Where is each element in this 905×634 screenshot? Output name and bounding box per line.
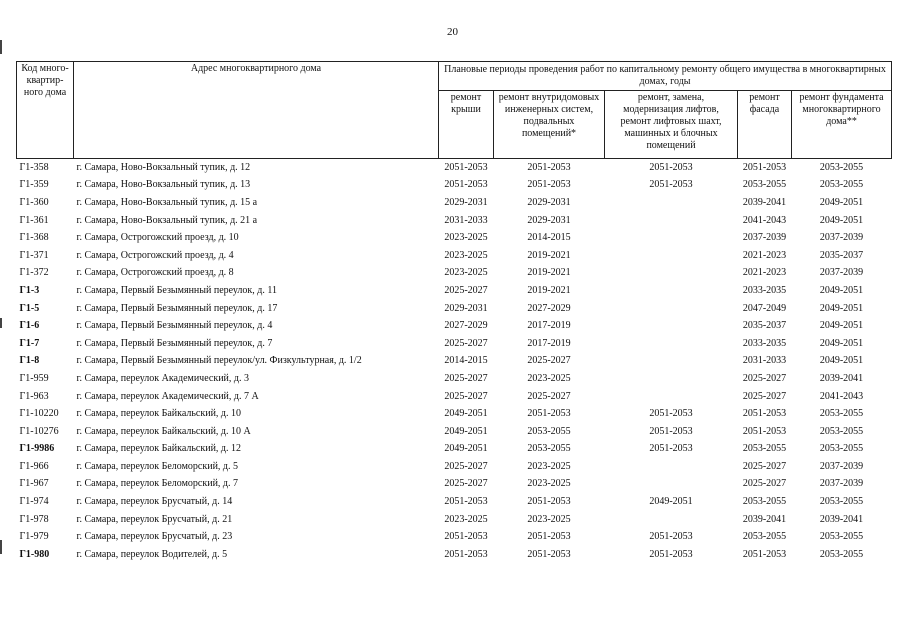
cell-roof: 2023-2025 <box>444 249 488 261</box>
cell-code: Г1-358 <box>19 161 49 173</box>
cell-address: г. Самара, Ново-Вокзальный тупик, д. 13 <box>76 179 251 191</box>
cell-roof: 2025-2027 <box>444 478 488 490</box>
cell-engineering: 2017-2019 <box>527 320 571 332</box>
cell-engineering: 2019-2021 <box>527 284 571 296</box>
cell-elevators <box>605 458 738 476</box>
table-row <box>17 282 892 300</box>
cell-roof: 2023-2025 <box>444 513 488 525</box>
cell-code: Г1-8 <box>19 355 40 367</box>
table-row <box>17 247 892 265</box>
cell-elevators <box>605 300 738 318</box>
cell-address: г. Самара, переулок Байкальский, д. 12 <box>76 443 242 455</box>
cell-foundation: 2035-2037 <box>819 249 864 261</box>
cell-code: Г1-5 <box>19 302 40 314</box>
table-row <box>17 423 892 441</box>
cell-engineering: 2017-2019 <box>527 337 571 349</box>
cell-roof: 2051-2053 <box>444 531 488 543</box>
cell-facade: 2031-2033 <box>742 355 787 367</box>
cell-elevators: 2051-2053 <box>649 161 693 173</box>
cell-roof: 2023-2025 <box>444 267 488 279</box>
cell-address: г. Самара, Острогожский проезд, д. 10 <box>76 232 239 244</box>
cell-foundation: 2049-2051 <box>819 302 864 314</box>
cell-foundation: 2041-2043 <box>819 390 864 402</box>
scan-edge-mark <box>0 40 2 54</box>
cell-foundation: 2049-2051 <box>819 337 864 349</box>
cell-elevators: 2049-2051 <box>649 496 693 508</box>
table-row <box>17 370 892 388</box>
cell-address: г. Самара, Первый Безымянный переулок/ул. Физкультурная, д. 1/2 <box>76 355 362 367</box>
cell-foundation: 2053-2055 <box>819 179 864 191</box>
cell-engineering: 2027-2029 <box>527 302 571 314</box>
cell-roof: 2025-2027 <box>444 337 488 349</box>
table-row <box>17 335 892 353</box>
cell-code: Г1-372 <box>19 267 49 279</box>
cell-facade: 2035-2037 <box>742 320 787 332</box>
cell-address: г. Самара, переулок Брусчатый, д. 23 <box>76 531 233 543</box>
cell-address: г. Самара, переулок Брусчатый, д. 14 <box>76 496 233 508</box>
header-foundation: ремонт фундамента многоквартирного дома** <box>792 90 892 158</box>
cell-engineering: 2014-2015 <box>527 232 571 244</box>
cell-roof: 2029-2031 <box>444 302 488 314</box>
cell-facade: 2053-2055 <box>742 531 787 543</box>
cell-facade: 2051-2053 <box>742 425 787 437</box>
table-row <box>17 229 892 247</box>
page-number: 20 <box>447 26 458 38</box>
cell-address: г. Самара, Острогожский проезд, д. 4 <box>76 249 234 261</box>
table-row <box>17 405 892 423</box>
cell-elevators <box>605 353 738 371</box>
cell-address: г. Самара, Ново-Вокзальный тупик, д. 21 а <box>76 214 258 226</box>
cell-engineering: 2053-2055 <box>527 443 571 455</box>
table-row <box>17 194 892 212</box>
cell-foundation: 2049-2051 <box>819 196 864 208</box>
table-row <box>17 528 892 546</box>
cell-engineering: 2051-2053 <box>527 161 571 173</box>
table-row <box>17 177 892 195</box>
cell-foundation: 2039-2041 <box>819 372 864 384</box>
cell-roof: 2051-2053 <box>444 161 488 173</box>
cell-address: г. Самара, переулок Байкальский, д. 10 <box>76 408 242 420</box>
cell-foundation: 2049-2051 <box>819 284 864 296</box>
cell-elevators: 2051-2053 <box>649 408 693 420</box>
cell-foundation: 2053-2055 <box>819 548 864 560</box>
cell-address: г. Самара, переулок Водителей, д. 5 <box>76 548 228 560</box>
cell-foundation: 2053-2055 <box>819 161 864 173</box>
cell-address: г. Самара, переулок Беломорский, д. 5 <box>76 460 239 472</box>
cell-elevators <box>605 388 738 406</box>
table-row <box>17 511 892 529</box>
cell-foundation: 2049-2051 <box>819 355 864 367</box>
cell-foundation: 2053-2055 <box>819 496 864 508</box>
table-row <box>17 458 892 476</box>
cell-engineering: 2023-2025 <box>527 513 571 525</box>
cell-code: Г1-979 <box>19 531 49 543</box>
cell-engineering: 2051-2053 <box>527 531 571 543</box>
cell-foundation: 2053-2055 <box>819 425 864 437</box>
cell-roof: 2051-2053 <box>444 179 488 191</box>
cell-roof: 2049-2051 <box>444 425 488 437</box>
cell-facade: 2033-2035 <box>742 337 787 349</box>
cell-elevators: 2051-2053 <box>649 443 693 455</box>
table-body <box>17 159 892 564</box>
cell-elevators <box>605 229 738 247</box>
cell-roof: 2051-2053 <box>444 548 488 560</box>
cell-roof: 2025-2027 <box>444 390 488 402</box>
cell-roof: 2025-2027 <box>444 460 488 472</box>
cell-code: Г1-959 <box>19 372 49 384</box>
cell-facade: 2025-2027 <box>742 372 787 384</box>
cell-code: Г1-978 <box>19 513 49 525</box>
cell-code: Г1-980 <box>19 548 50 560</box>
cell-foundation: 2053-2055 <box>819 443 864 455</box>
cell-facade: 2053-2055 <box>742 179 787 191</box>
cell-roof: 2029-2031 <box>444 196 488 208</box>
cell-foundation: 2037-2039 <box>819 232 864 244</box>
cell-foundation: 2053-2055 <box>819 531 864 543</box>
cell-foundation: 2037-2039 <box>819 460 864 472</box>
cell-code: Г1-368 <box>19 232 49 244</box>
cell-engineering: 2051-2053 <box>527 408 571 420</box>
cell-address: г. Самара, Ново-Вокзальный тупик, д. 12 <box>76 161 251 173</box>
cell-engineering: 2029-2031 <box>527 196 571 208</box>
cell-facade: 2039-2041 <box>742 513 787 525</box>
cell-engineering: 2019-2021 <box>527 267 571 279</box>
cell-facade: 2041-2043 <box>742 214 787 226</box>
cell-roof: 2014-2015 <box>444 355 488 367</box>
table-row <box>17 265 892 283</box>
cell-code: Г1-10276 <box>19 425 59 437</box>
cell-elevators <box>605 282 738 300</box>
header-engineering: ремонт внутридомовых инженерных систем, подвальных помещений* <box>494 90 605 158</box>
table-row <box>17 300 892 318</box>
cell-code: Г1-9986 <box>19 443 55 455</box>
cell-elevators <box>605 370 738 388</box>
scan-edge-mark <box>0 540 2 554</box>
cell-roof: 2025-2027 <box>444 372 488 384</box>
cell-elevators: 2051-2053 <box>649 179 693 191</box>
cell-roof: 2051-2053 <box>444 496 488 508</box>
cell-address: г. Самара, Первый Безымянный переулок, д. 7 <box>76 337 273 349</box>
cell-facade: 2047-2049 <box>742 302 787 314</box>
cell-engineering: 2025-2027 <box>527 355 571 367</box>
cell-address: г. Самара, переулок Академический, д. 7 А <box>76 390 259 402</box>
cell-engineering: 2019-2021 <box>527 249 571 261</box>
table-row <box>17 546 892 564</box>
cell-address: г. Самара, Острогожский проезд, д. 8 <box>76 267 234 279</box>
cell-code: Г1-3 <box>19 284 40 296</box>
table-row <box>17 476 892 494</box>
header-facade: ремонт фасада <box>738 90 792 158</box>
cell-code: Г1-974 <box>19 496 49 508</box>
cell-roof: 2031-2033 <box>444 214 488 226</box>
cell-engineering: 2023-2025 <box>527 372 571 384</box>
cell-address: г. Самара, Первый Безымянный переулок, д. 11 <box>76 284 277 296</box>
cell-elevators <box>605 265 738 283</box>
cell-code: Г1-967 <box>19 478 49 490</box>
cell-code: Г1-10220 <box>19 408 59 420</box>
cell-address: г. Самара, переулок Беломорский, д. 7 <box>76 478 239 490</box>
scan-edge-mark <box>0 318 2 328</box>
cell-engineering: 2051-2053 <box>527 179 571 191</box>
cell-address: г. Самара, Первый Безымянный переулок, д. 4 <box>76 320 273 332</box>
cell-elevators <box>605 511 738 529</box>
header-roof: ремонт крыши <box>439 90 494 158</box>
cell-engineering: 2023-2025 <box>527 478 571 490</box>
cell-elevators: 2051-2053 <box>649 548 693 560</box>
cell-code: Г1-7 <box>19 337 40 349</box>
cell-facade: 2053-2055 <box>742 443 787 455</box>
cell-code: Г1-360 <box>19 196 49 208</box>
cell-code: Г1-963 <box>19 390 49 402</box>
table-row <box>17 353 892 371</box>
cell-facade: 2051-2053 <box>742 408 787 420</box>
cell-facade: 2037-2039 <box>742 232 787 244</box>
cell-elevators <box>605 194 738 212</box>
cell-foundation: 2053-2055 <box>819 408 864 420</box>
cell-foundation: 2037-2039 <box>819 478 864 490</box>
cell-facade: 2053-2055 <box>742 496 787 508</box>
header-elevators: ремонт, замена, модернизация лифтов, ремонт лифтовых шахт, машинных и блочных помещений <box>605 90 738 158</box>
table-row <box>17 388 892 406</box>
cell-code: Г1-966 <box>19 460 49 472</box>
table-row <box>17 441 892 459</box>
cell-facade: 2025-2027 <box>742 478 787 490</box>
cell-engineering: 2051-2053 <box>527 548 571 560</box>
cell-code: Г1-371 <box>19 249 49 261</box>
cell-facade: 2021-2023 <box>742 267 787 279</box>
cell-elevators <box>605 476 738 494</box>
cell-foundation: 2049-2051 <box>819 320 864 332</box>
cell-foundation: 2049-2051 <box>819 214 864 226</box>
cell-code: Г1-6 <box>19 320 40 332</box>
cell-code: Г1-359 <box>19 179 49 191</box>
cell-elevators: 2051-2053 <box>649 425 693 437</box>
header-code: Код много-квартир-ного дома <box>17 62 74 159</box>
table-row <box>17 317 892 335</box>
cell-engineering: 2025-2027 <box>527 390 571 402</box>
cell-roof: 2049-2051 <box>444 408 488 420</box>
cell-roof: 2027-2029 <box>444 320 488 332</box>
cell-elevators <box>605 212 738 230</box>
cell-address: г. Самара, переулок Байкальский, д. 10 А <box>76 425 251 437</box>
cell-address: г. Самара, переулок Академический, д. 3 <box>76 372 249 384</box>
cell-facade: 2021-2023 <box>742 249 787 261</box>
table-row <box>17 212 892 230</box>
cell-facade: 2051-2053 <box>742 161 787 173</box>
cell-foundation: 2039-2041 <box>819 513 864 525</box>
table-row <box>17 493 892 511</box>
cell-code: Г1-361 <box>19 214 49 226</box>
cell-elevators <box>605 247 738 265</box>
cell-engineering: 2029-2031 <box>527 214 571 226</box>
cell-facade: 2033-2035 <box>742 284 787 296</box>
header-periods-group: Плановые периоды проведения работ по капитальному ремонту общего имущества в многоквартирных домах, годы <box>439 62 892 91</box>
cell-facade: 2025-2027 <box>742 460 787 472</box>
cell-facade: 2025-2027 <box>742 390 787 402</box>
cell-elevators <box>605 317 738 335</box>
cell-engineering: 2051-2053 <box>527 496 571 508</box>
cell-address: г. Самара, Ново-Вокзальный тупик, д. 15 а <box>76 196 258 208</box>
cell-roof: 2049-2051 <box>444 443 488 455</box>
cell-address: г. Самара, Первый Безымянный переулок, д. 17 <box>76 302 278 314</box>
cell-roof: 2025-2027 <box>444 284 488 296</box>
cell-roof: 2023-2025 <box>444 232 488 244</box>
cell-engineering: 2023-2025 <box>527 460 571 472</box>
table-row <box>17 159 892 177</box>
cell-foundation: 2037-2039 <box>819 267 864 279</box>
cell-address: г. Самара, переулок Брусчатый, д. 21 <box>76 513 233 525</box>
header-address: Адрес многоквартирного дома <box>74 62 439 159</box>
cell-facade: 2039-2041 <box>742 196 787 208</box>
cell-elevators: 2051-2053 <box>649 531 693 543</box>
cell-engineering: 2053-2055 <box>527 425 571 437</box>
capital-repair-table <box>16 61 891 564</box>
cell-elevators <box>605 335 738 353</box>
cell-facade: 2051-2053 <box>742 548 787 560</box>
